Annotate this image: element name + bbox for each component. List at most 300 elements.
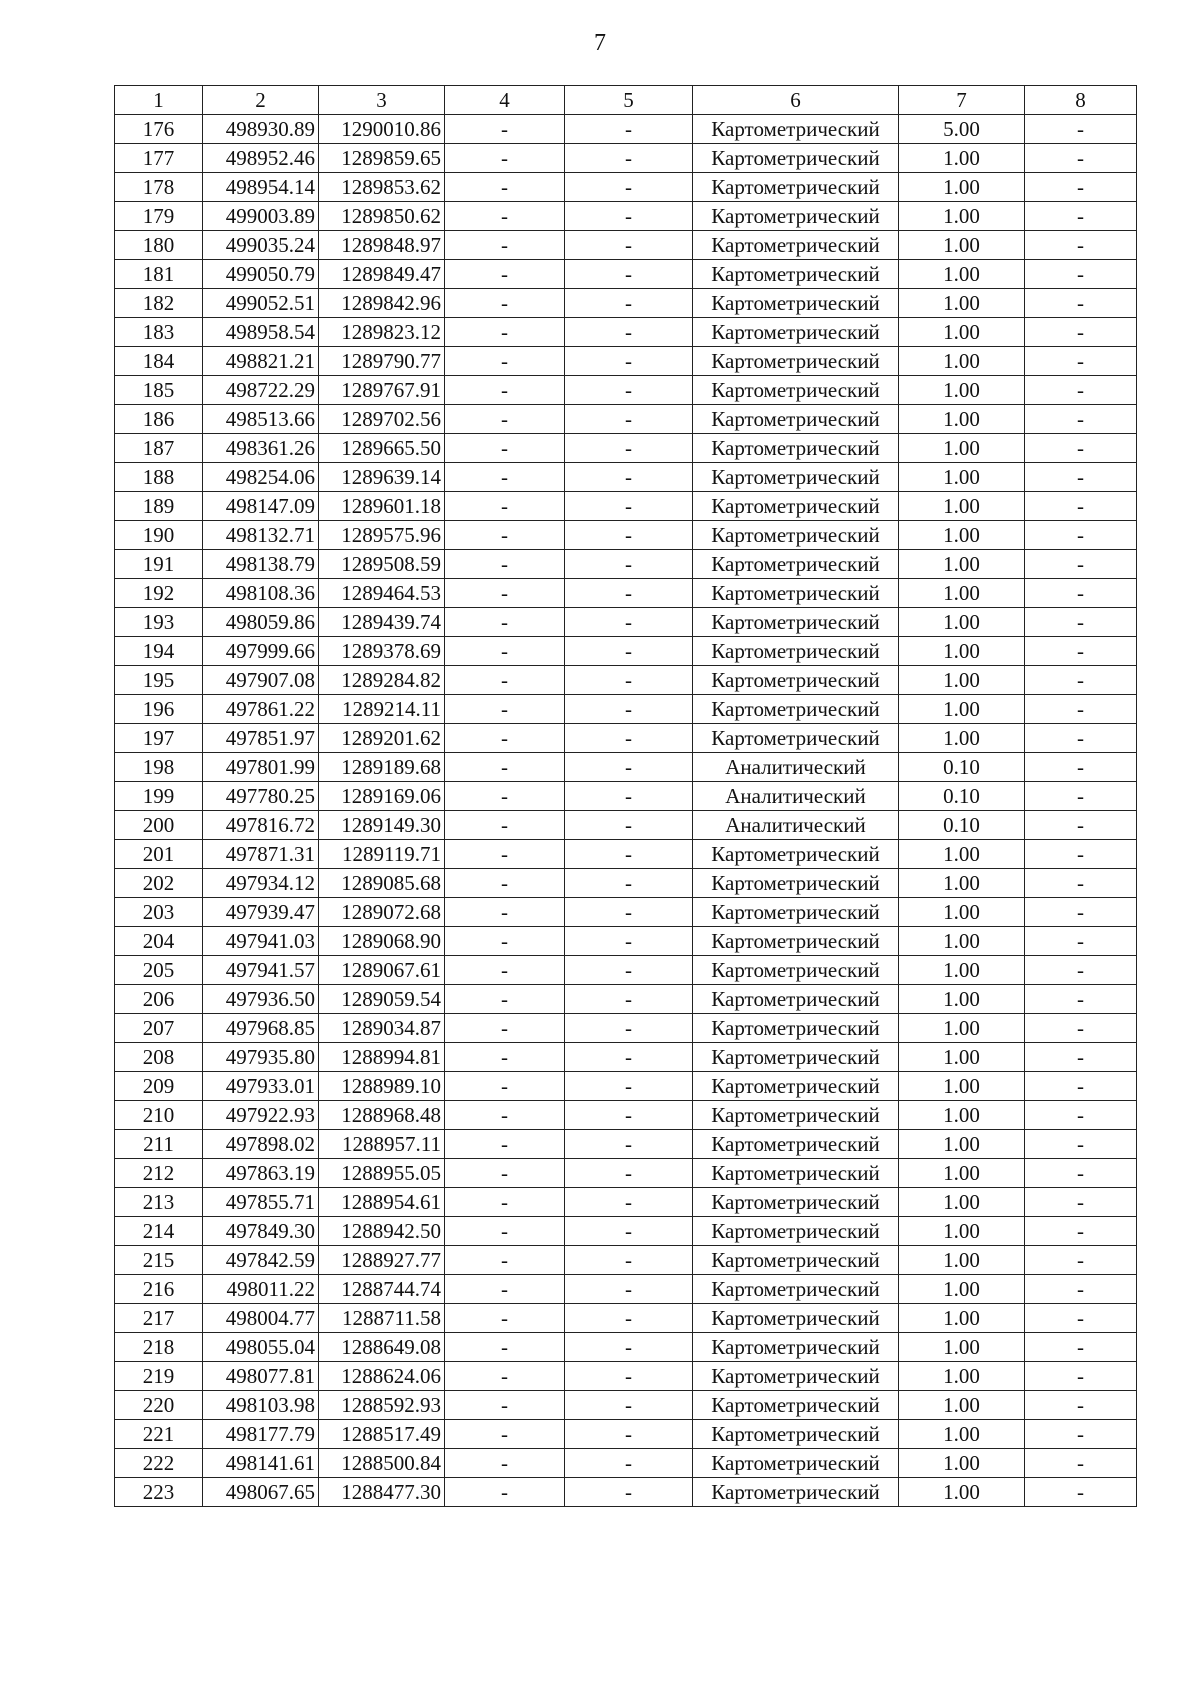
y-coordinate-cell: 1289575.96 [319, 521, 445, 550]
column-4-cell: - [445, 695, 565, 724]
method-cell: Картометрический [693, 608, 899, 637]
accuracy-cell: 1.00 [899, 695, 1025, 724]
point-number-cell: 210 [115, 1101, 203, 1130]
accuracy-cell: 1.00 [899, 1420, 1025, 1449]
accuracy-cell: 1.00 [899, 376, 1025, 405]
x-coordinate-cell: 497968.85 [203, 1014, 319, 1043]
point-number-cell: 183 [115, 318, 203, 347]
point-number-cell: 176 [115, 115, 203, 144]
y-coordinate-cell: 1289284.82 [319, 666, 445, 695]
method-cell: Картометрический [693, 666, 899, 695]
column-5-cell: - [565, 666, 693, 695]
method-cell: Картометрический [693, 579, 899, 608]
accuracy-cell: 1.00 [899, 1362, 1025, 1391]
y-coordinate-cell: 1289823.12 [319, 318, 445, 347]
table-row [115, 1275, 1137, 1304]
y-coordinate-cell: 1288624.06 [319, 1362, 445, 1391]
column-8-cell: - [1025, 492, 1137, 521]
point-number-cell: 212 [115, 1159, 203, 1188]
x-coordinate-cell: 497851.97 [203, 724, 319, 753]
column-4-cell: - [445, 1043, 565, 1072]
point-number-cell: 186 [115, 405, 203, 434]
point-number-cell: 193 [115, 608, 203, 637]
point-number-cell: 223 [115, 1478, 203, 1507]
accuracy-cell: 1.00 [899, 1275, 1025, 1304]
y-coordinate-cell: 1288500.84 [319, 1449, 445, 1478]
column-8-cell: - [1025, 405, 1137, 434]
table-row [115, 434, 1137, 463]
table-row [115, 724, 1137, 753]
accuracy-cell: 1.00 [899, 1246, 1025, 1275]
method-cell: Картометрический [693, 840, 899, 869]
method-cell: Картометрический [693, 1043, 899, 1072]
table-row [115, 637, 1137, 666]
table-row [115, 347, 1137, 376]
column-8-cell: - [1025, 1420, 1137, 1449]
accuracy-cell: 1.00 [899, 289, 1025, 318]
point-number-cell: 187 [115, 434, 203, 463]
table-row [115, 1130, 1137, 1159]
y-coordinate-cell: 1289068.90 [319, 927, 445, 956]
column-8-cell: - [1025, 115, 1137, 144]
method-cell: Картометрический [693, 492, 899, 521]
point-number-cell: 177 [115, 144, 203, 173]
point-number-cell: 180 [115, 231, 203, 260]
column-4-cell: - [445, 434, 565, 463]
table-row [115, 1246, 1137, 1275]
table-body [115, 115, 1137, 1507]
method-cell: Картометрический [693, 1391, 899, 1420]
point-number-cell: 206 [115, 985, 203, 1014]
method-cell: Картометрический [693, 1159, 899, 1188]
method-cell: Картометрический [693, 115, 899, 144]
column-8-cell: - [1025, 1246, 1137, 1275]
column-8-cell: - [1025, 869, 1137, 898]
column-4-cell: - [445, 579, 565, 608]
column-4-cell: - [445, 1072, 565, 1101]
x-coordinate-cell: 499050.79 [203, 260, 319, 289]
accuracy-cell: 1.00 [899, 1391, 1025, 1420]
method-cell: Картометрический [693, 347, 899, 376]
accuracy-cell: 1.00 [899, 434, 1025, 463]
column-4-cell: - [445, 1478, 565, 1507]
accuracy-cell: 1.00 [899, 985, 1025, 1014]
method-cell: Картометрический [693, 405, 899, 434]
column-5-cell: - [565, 347, 693, 376]
column-5-cell: - [565, 985, 693, 1014]
accuracy-cell: 1.00 [899, 1449, 1025, 1478]
method-cell: Аналитический [693, 753, 899, 782]
x-coordinate-cell: 497861.22 [203, 695, 319, 724]
column-8-cell: - [1025, 840, 1137, 869]
point-number-cell: 198 [115, 753, 203, 782]
y-coordinate-cell: 1289059.54 [319, 985, 445, 1014]
table-row [115, 318, 1137, 347]
column-4-cell: - [445, 521, 565, 550]
column-5-cell: - [565, 318, 693, 347]
y-coordinate-cell: 1288927.77 [319, 1246, 445, 1275]
x-coordinate-cell: 498254.06 [203, 463, 319, 492]
method-cell: Аналитический [693, 811, 899, 840]
method-cell: Картометрический [693, 1072, 899, 1101]
column-4-cell: - [445, 840, 565, 869]
point-number-cell: 215 [115, 1246, 203, 1275]
column-5-cell: - [565, 1014, 693, 1043]
table-row [115, 550, 1137, 579]
point-number-cell: 200 [115, 811, 203, 840]
column-8-cell: - [1025, 1159, 1137, 1188]
table-row [115, 811, 1137, 840]
x-coordinate-cell: 498958.54 [203, 318, 319, 347]
accuracy-cell: 0.10 [899, 753, 1025, 782]
column-8-cell: - [1025, 985, 1137, 1014]
accuracy-cell: 1.00 [899, 1304, 1025, 1333]
accuracy-cell: 1.00 [899, 347, 1025, 376]
column-8-cell: - [1025, 1362, 1137, 1391]
accuracy-cell: 1.00 [899, 144, 1025, 173]
accuracy-cell: 1.00 [899, 173, 1025, 202]
table-row [115, 840, 1137, 869]
accuracy-cell: 0.10 [899, 811, 1025, 840]
column-8-cell: - [1025, 202, 1137, 231]
accuracy-cell: 1.00 [899, 521, 1025, 550]
y-coordinate-cell: 1288989.10 [319, 1072, 445, 1101]
y-coordinate-cell: 1289149.30 [319, 811, 445, 840]
column-4-cell: - [445, 173, 565, 202]
x-coordinate-cell: 497935.80 [203, 1043, 319, 1072]
column-8-cell: - [1025, 724, 1137, 753]
y-coordinate-cell: 1289859.65 [319, 144, 445, 173]
column-8-cell: - [1025, 956, 1137, 985]
point-number-cell: 222 [115, 1449, 203, 1478]
y-coordinate-cell: 1289214.11 [319, 695, 445, 724]
table-row [115, 579, 1137, 608]
point-number-cell: 219 [115, 1362, 203, 1391]
y-coordinate-cell: 1289034.87 [319, 1014, 445, 1043]
y-coordinate-cell: 1288477.30 [319, 1478, 445, 1507]
column-8-cell: - [1025, 1188, 1137, 1217]
point-number-cell: 208 [115, 1043, 203, 1072]
column-4-cell: - [445, 1362, 565, 1391]
table-row [115, 927, 1137, 956]
point-number-cell: 191 [115, 550, 203, 579]
method-cell: Картометрический [693, 231, 899, 260]
point-number-cell: 202 [115, 869, 203, 898]
method-cell: Картометрический [693, 260, 899, 289]
column-4-cell: - [445, 1101, 565, 1130]
method-cell: Картометрический [693, 144, 899, 173]
y-coordinate-cell: 1288957.11 [319, 1130, 445, 1159]
y-coordinate-cell: 1289067.61 [319, 956, 445, 985]
x-coordinate-cell: 498077.81 [203, 1362, 319, 1391]
column-4-cell: - [445, 1130, 565, 1159]
y-coordinate-cell: 1288744.74 [319, 1275, 445, 1304]
x-coordinate-cell: 497907.08 [203, 666, 319, 695]
point-number-cell: 213 [115, 1188, 203, 1217]
point-number-cell: 211 [115, 1130, 203, 1159]
accuracy-cell: 1.00 [899, 492, 1025, 521]
column-5-cell: - [565, 1217, 693, 1246]
y-coordinate-cell: 1289849.47 [319, 260, 445, 289]
table-header-row [115, 86, 1137, 115]
column-4-cell: - [445, 898, 565, 927]
method-cell: Картометрический [693, 463, 899, 492]
method-cell: Картометрический [693, 724, 899, 753]
point-number-cell: 199 [115, 782, 203, 811]
column-8-cell: - [1025, 521, 1137, 550]
column-8-cell: - [1025, 1275, 1137, 1304]
x-coordinate-cell: 498059.86 [203, 608, 319, 637]
accuracy-cell: 1.00 [899, 463, 1025, 492]
coordinates-table [114, 85, 1137, 1507]
table-row [115, 753, 1137, 782]
column-5-cell: - [565, 1188, 693, 1217]
column-4-cell: - [445, 115, 565, 144]
accuracy-cell: 1.00 [899, 1072, 1025, 1101]
table-row [115, 492, 1137, 521]
table-row [115, 1362, 1137, 1391]
column-4-cell: - [445, 927, 565, 956]
accuracy-cell: 1.00 [899, 724, 1025, 753]
column-5-cell: - [565, 695, 693, 724]
point-number-cell: 207 [115, 1014, 203, 1043]
table-row [115, 1391, 1137, 1420]
accuracy-cell: 1.00 [899, 550, 1025, 579]
y-coordinate-cell: 1289201.62 [319, 724, 445, 753]
column-5-cell: - [565, 289, 693, 318]
column-8-cell: - [1025, 1014, 1137, 1043]
y-coordinate-cell: 1289639.14 [319, 463, 445, 492]
method-cell: Картометрический [693, 1478, 899, 1507]
page-number: 7 [594, 30, 606, 56]
y-coordinate-cell: 1289850.62 [319, 202, 445, 231]
x-coordinate-cell: 497816.72 [203, 811, 319, 840]
accuracy-cell: 1.00 [899, 231, 1025, 260]
column-5-cell: - [565, 550, 693, 579]
y-coordinate-cell: 1288955.05 [319, 1159, 445, 1188]
method-cell: Картометрический [693, 1188, 899, 1217]
y-coordinate-cell: 1289665.50 [319, 434, 445, 463]
column-header: 3 [319, 86, 445, 115]
x-coordinate-cell: 497941.03 [203, 927, 319, 956]
column-4-cell: - [445, 666, 565, 695]
column-5-cell: - [565, 1304, 693, 1333]
x-coordinate-cell: 498108.36 [203, 579, 319, 608]
method-cell: Картометрический [693, 869, 899, 898]
column-5-cell: - [565, 579, 693, 608]
method-cell: Картометрический [693, 434, 899, 463]
x-coordinate-cell: 498821.21 [203, 347, 319, 376]
column-8-cell: - [1025, 347, 1137, 376]
x-coordinate-cell: 499035.24 [203, 231, 319, 260]
column-8-cell: - [1025, 289, 1137, 318]
column-8-cell: - [1025, 434, 1137, 463]
column-8-cell: - [1025, 1478, 1137, 1507]
column-4-cell: - [445, 318, 565, 347]
y-coordinate-cell: 1288592.93 [319, 1391, 445, 1420]
method-cell: Аналитический [693, 782, 899, 811]
column-5-cell: - [565, 724, 693, 753]
column-8-cell: - [1025, 1101, 1137, 1130]
column-5-cell: - [565, 1333, 693, 1362]
column-4-cell: - [445, 463, 565, 492]
point-number-cell: 178 [115, 173, 203, 202]
y-coordinate-cell: 1289853.62 [319, 173, 445, 202]
x-coordinate-cell: 497933.01 [203, 1072, 319, 1101]
column-4-cell: - [445, 144, 565, 173]
table-row [115, 115, 1137, 144]
column-header: 4 [445, 86, 565, 115]
point-number-cell: 195 [115, 666, 203, 695]
table-row [115, 695, 1137, 724]
x-coordinate-cell: 498361.26 [203, 434, 319, 463]
column-5-cell: - [565, 1101, 693, 1130]
x-coordinate-cell: 498103.98 [203, 1391, 319, 1420]
accuracy-cell: 1.00 [899, 1159, 1025, 1188]
point-number-cell: 216 [115, 1275, 203, 1304]
x-coordinate-cell: 497780.25 [203, 782, 319, 811]
column-4-cell: - [445, 1420, 565, 1449]
accuracy-cell: 1.00 [899, 1478, 1025, 1507]
point-number-cell: 203 [115, 898, 203, 927]
table-row [115, 1420, 1137, 1449]
accuracy-cell: 1.00 [899, 1130, 1025, 1159]
x-coordinate-cell: 498138.79 [203, 550, 319, 579]
point-number-cell: 188 [115, 463, 203, 492]
column-5-cell: - [565, 521, 693, 550]
accuracy-cell: 1.00 [899, 608, 1025, 637]
x-coordinate-cell: 497936.50 [203, 985, 319, 1014]
column-4-cell: - [445, 753, 565, 782]
point-number-cell: 217 [115, 1304, 203, 1333]
column-4-cell: - [445, 1188, 565, 1217]
method-cell: Картометрический [693, 985, 899, 1014]
column-header: 5 [565, 86, 693, 115]
x-coordinate-cell: 497849.30 [203, 1217, 319, 1246]
column-5-cell: - [565, 434, 693, 463]
column-4-cell: - [445, 782, 565, 811]
column-4-cell: - [445, 608, 565, 637]
column-8-cell: - [1025, 898, 1137, 927]
point-number-cell: 209 [115, 1072, 203, 1101]
point-number-cell: 182 [115, 289, 203, 318]
x-coordinate-cell: 498147.09 [203, 492, 319, 521]
method-cell: Картометрический [693, 1275, 899, 1304]
table-row [115, 1043, 1137, 1072]
column-8-cell: - [1025, 376, 1137, 405]
column-8-cell: - [1025, 550, 1137, 579]
method-cell: Картометрический [693, 1101, 899, 1130]
column-5-cell: - [565, 1130, 693, 1159]
x-coordinate-cell: 497922.93 [203, 1101, 319, 1130]
x-coordinate-cell: 498177.79 [203, 1420, 319, 1449]
y-coordinate-cell: 1289702.56 [319, 405, 445, 434]
column-5-cell: - [565, 811, 693, 840]
column-8-cell: - [1025, 318, 1137, 347]
column-4-cell: - [445, 289, 565, 318]
accuracy-cell: 1.00 [899, 666, 1025, 695]
column-8-cell: - [1025, 231, 1137, 260]
point-number-cell: 196 [115, 695, 203, 724]
y-coordinate-cell: 1288517.49 [319, 1420, 445, 1449]
column-4-cell: - [445, 811, 565, 840]
column-8-cell: - [1025, 1391, 1137, 1420]
column-4-cell: - [445, 1333, 565, 1362]
column-8-cell: - [1025, 782, 1137, 811]
x-coordinate-cell: 498004.77 [203, 1304, 319, 1333]
column-4-cell: - [445, 869, 565, 898]
column-header: 6 [693, 86, 899, 115]
column-5-cell: - [565, 753, 693, 782]
point-number-cell: 218 [115, 1333, 203, 1362]
column-8-cell: - [1025, 1304, 1137, 1333]
column-5-cell: - [565, 1478, 693, 1507]
column-5-cell: - [565, 869, 693, 898]
x-coordinate-cell: 497939.47 [203, 898, 319, 927]
accuracy-cell: 1.00 [899, 405, 1025, 434]
y-coordinate-cell: 1289085.68 [319, 869, 445, 898]
table-row [115, 289, 1137, 318]
accuracy-cell: 1.00 [899, 1014, 1025, 1043]
y-coordinate-cell: 1289790.77 [319, 347, 445, 376]
column-header: 8 [1025, 86, 1137, 115]
y-coordinate-cell: 1288994.81 [319, 1043, 445, 1072]
x-coordinate-cell: 497871.31 [203, 840, 319, 869]
x-coordinate-cell: 497999.66 [203, 637, 319, 666]
column-5-cell: - [565, 492, 693, 521]
accuracy-cell: 1.00 [899, 318, 1025, 347]
accuracy-cell: 1.00 [899, 202, 1025, 231]
y-coordinate-cell: 1288954.61 [319, 1188, 445, 1217]
column-8-cell: - [1025, 927, 1137, 956]
method-cell: Картометрический [693, 1304, 899, 1333]
point-number-cell: 201 [115, 840, 203, 869]
x-coordinate-cell: 498141.61 [203, 1449, 319, 1478]
column-4-cell: - [445, 1246, 565, 1275]
accuracy-cell: 5.00 [899, 115, 1025, 144]
y-coordinate-cell: 1290010.86 [319, 115, 445, 144]
accuracy-cell: 1.00 [899, 898, 1025, 927]
column-4-cell: - [445, 550, 565, 579]
y-coordinate-cell: 1289464.53 [319, 579, 445, 608]
accuracy-cell: 1.00 [899, 869, 1025, 898]
y-coordinate-cell: 1289848.97 [319, 231, 445, 260]
accuracy-cell: 1.00 [899, 956, 1025, 985]
method-cell: Картометрический [693, 956, 899, 985]
column-8-cell: - [1025, 811, 1137, 840]
y-coordinate-cell: 1289378.69 [319, 637, 445, 666]
column-5-cell: - [565, 463, 693, 492]
column-5-cell: - [565, 1449, 693, 1478]
column-4-cell: - [445, 724, 565, 753]
table-row [115, 1217, 1137, 1246]
column-5-cell: - [565, 840, 693, 869]
x-coordinate-cell: 498513.66 [203, 405, 319, 434]
method-cell: Картометрический [693, 289, 899, 318]
accuracy-cell: 1.00 [899, 1043, 1025, 1072]
method-cell: Картометрический [693, 1130, 899, 1159]
column-5-cell: - [565, 927, 693, 956]
y-coordinate-cell: 1289072.68 [319, 898, 445, 927]
method-cell: Картометрический [693, 521, 899, 550]
table-row [115, 202, 1137, 231]
column-5-cell: - [565, 1043, 693, 1072]
accuracy-cell: 0.10 [899, 782, 1025, 811]
accuracy-cell: 1.00 [899, 1101, 1025, 1130]
point-number-cell: 179 [115, 202, 203, 231]
x-coordinate-cell: 498067.65 [203, 1478, 319, 1507]
accuracy-cell: 1.00 [899, 637, 1025, 666]
